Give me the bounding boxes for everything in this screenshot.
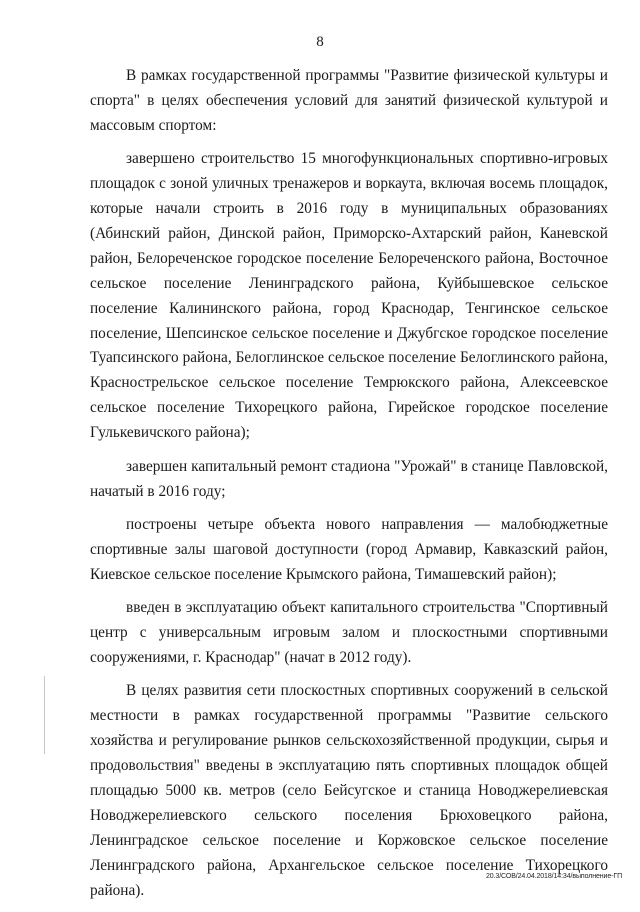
margin-mark — [44, 676, 45, 754]
footer-code: 20.3/СОВ/24.04.2018/14:34/выполнение-ГП — [485, 873, 622, 880]
paragraph-sport-center: введен в эксплуатацию объект капитального строительства "Спортивный центр с универсальным игровым залом и плоскостными спортивными сооружениями, г. Краснодар" (начат в 2012 году). — [90, 599, 608, 666]
paragraph-intro: В рамках государственной программы "Развитие физической культуры и спорта" в целях обеспечения условий для занятий физической культурой и массовым спортом: — [90, 67, 608, 134]
paragraph-gyms: построены четыре объекта нового направления — малобюджетные спортивные залы шаговой доступности (город Армавир, Кавказский район, Киевское сельское поселение Крымского района, Тимашевский район); — [90, 515, 608, 583]
document-body — [90, 64, 608, 912]
page-number: 8 — [316, 34, 324, 50]
paragraph-stadium: завершен капитальный ремонт стадиона "Урожай" в станице Павловской, начатый в 2016 году; — [90, 457, 608, 500]
paragraph-rural: В целях развития сети плоскостных спортивных сооружений в сельской местности в рамках государственной программы "Развитие сельского хозяйства и регулирование рынков сельскохозяйственной продукции, сырья и продовольствия" введены в эксплуатацию пять спортивных площадок общей площадью 5000 кв. метров (село Бейсугское и станица Новоджерелиевская Новоджерелиевского сельского поселения Брюховецкого района, Ленинградское сельское поселение и Коржовское сельское поселение Ленинградского района, Архангельское сельское поселение Тихорецкого района). — [90, 682, 608, 899]
paragraph-construction: завершено строительство 15 многофункциональных спортивно-игровых площадок с зоной уличных тренажеров и воркаута, включая восемь площадок, которые начали строить в 2016 году в муниципальных образованиях (Абинский район, Динской район, Приморско-Ахтарский район, Каневской район, Белореченское городское поселение Белореченского района, Восточное сельское поселение Ленинградского района, Куйбышевское сельское поселение Калининского района, город Краснодар, Тенгинское сельское поселение, Шепсинское сельское поселение и Джубгское городское поселение Туапсинского района, Белоглинское сельское поселение Белоглинского района, Краснострельское сельское поселение Темрюкского района, Алексеевское сельское поселение Тихорецкого района, Гирейское городское поселение Гулькевичского района); — [90, 150, 608, 442]
